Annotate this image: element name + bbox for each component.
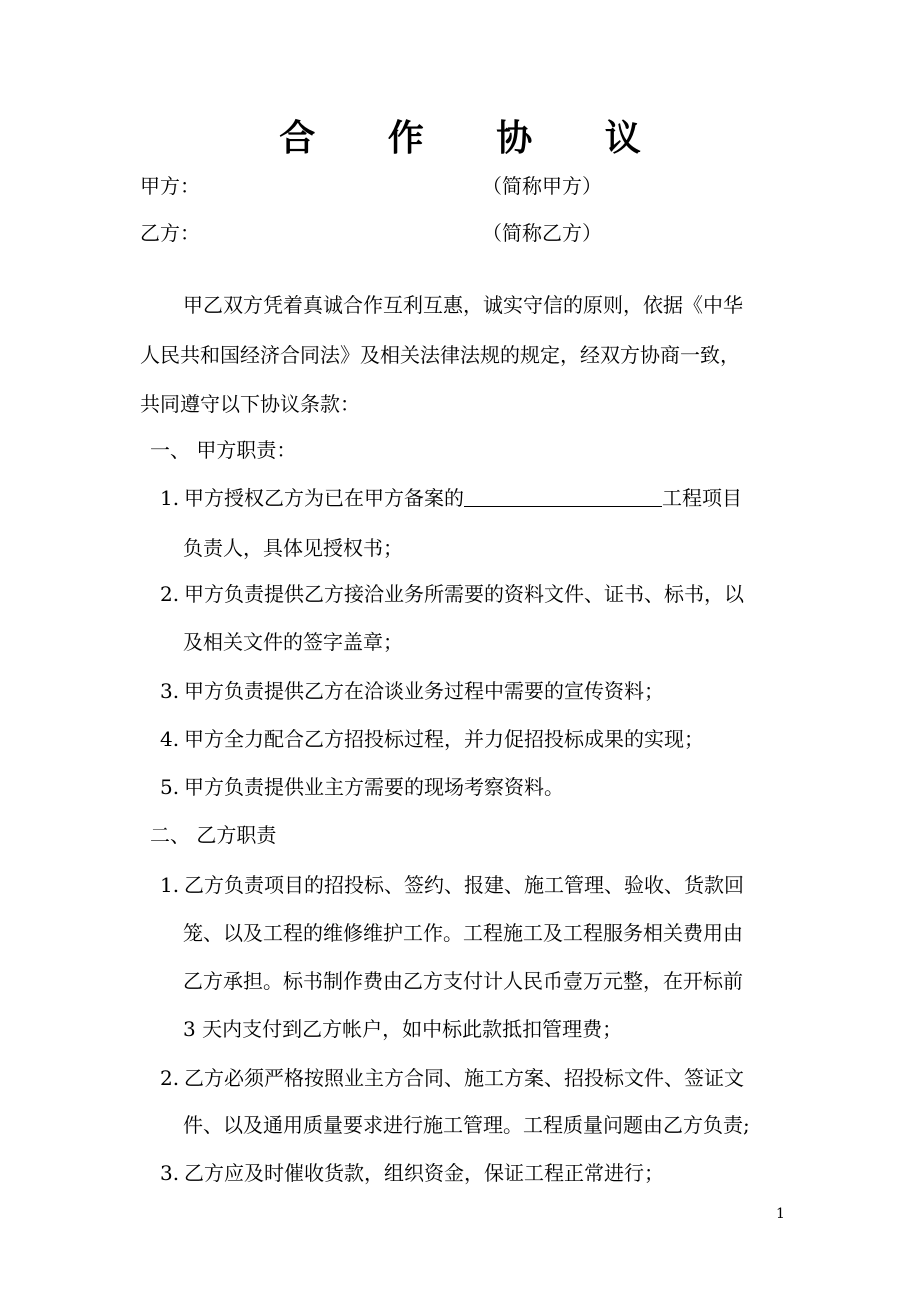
list-item (160, 871, 744, 899)
list-item (160, 725, 704, 753)
item-text: 乙方必须严格按照业主方合同、施工方案、招投标文件、签证文 (184, 1066, 744, 1090)
section-heading-party-a: 一、 甲方职责： (150, 438, 297, 462)
preamble-line: 甲乙双方凭着真诚合作互利互惠，诚实守信的原则，依据《中华 (183, 293, 743, 317)
item-number: 4. (160, 727, 180, 751)
item-text: 乙方应及时催收货款，组织资金，保证工程正常进行； (184, 1161, 664, 1185)
item-continuation: 乙方承担。标书制作费由乙方支付计人民币壹万元整，在开标前 (183, 969, 743, 993)
party-a-abbr: （简称甲方） (482, 174, 602, 198)
item-text: 甲方负责提供业主方需要的现场考察资料。 (184, 775, 564, 799)
list-item (160, 580, 744, 608)
page-title: 合 作 协 议 (279, 117, 671, 159)
item-continuation: 及相关文件的签字盖章； (183, 630, 403, 654)
list-item (160, 677, 664, 705)
item-number: 2. (160, 1066, 180, 1090)
list-item (160, 484, 742, 512)
party-b-label: 乙方： (140, 221, 200, 245)
item-text: 甲方全力配合乙方招投标过程，并力促招投标成果的实现； (184, 727, 704, 751)
party-a-label: 甲方： (140, 174, 200, 198)
item-text: 乙方负责项目的招投标、签约、报建、施工管理、验收、货款回 (184, 873, 744, 897)
fill-in-blank (464, 486, 662, 507)
list-item (160, 1064, 744, 1092)
preamble-line: 人民共和国经济合同法》及相关法律法规的规定，经双方协商一致， (140, 343, 740, 367)
list-item (160, 773, 564, 801)
item-continuation: 件、以及通用质量要求进行施工管理。工程质量问题由乙方负责; (183, 1113, 750, 1137)
item-number: 3. (160, 1161, 180, 1185)
item-number: 1. (160, 873, 180, 897)
item-number: 2. (160, 582, 180, 606)
page-number: 1 (776, 1206, 785, 1222)
item-number: 5. (160, 775, 180, 799)
item-text: 甲方授权乙方为已在甲方备案的 (184, 486, 464, 510)
list-item (160, 1159, 664, 1187)
item-text: 工程项目 (662, 486, 742, 510)
item-continuation: 笼、以及工程的维修维护工作。工程施工及工程服务相关费用由 (183, 921, 743, 945)
item-continuation: 3 天内支付到乙方帐户，如中标此款抵扣管理费； (183, 1017, 623, 1041)
preamble-line: 共同遵守以下协议条款： (140, 392, 360, 416)
item-number: 1. (160, 486, 180, 510)
item-text: 甲方负责提供乙方在洽谈业务过程中需要的宣传资料； (184, 679, 664, 703)
section-heading-party-b: 二、 乙方职责 (150, 823, 277, 847)
party-b-abbr: （简称乙方） (482, 221, 602, 245)
item-number: 3. (160, 679, 180, 703)
item-continuation: 负责人，具体见授权书； (183, 536, 403, 560)
item-text: 甲方负责提供乙方接洽业务所需要的资料文件、证书、标书，以 (184, 582, 744, 606)
